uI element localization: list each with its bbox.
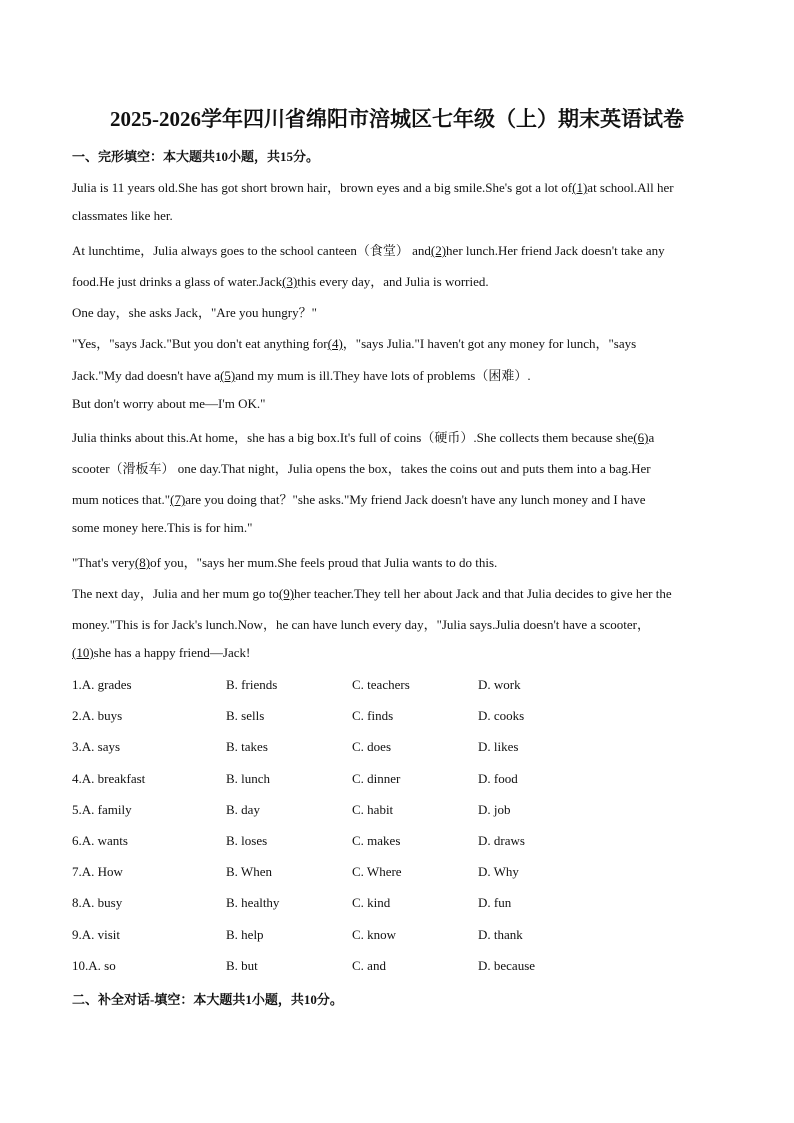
option-b: B. loses — [226, 833, 268, 848]
option-a: 9.A. visit — [72, 926, 121, 942]
passage-line — [72, 489, 646, 508]
option-b: B. but — [226, 957, 258, 973]
passage-text: mum notices that." — [72, 492, 171, 507]
passage-text: classmates like her. — [72, 208, 173, 223]
option-d: D. likes — [478, 739, 519, 755]
option-b: B. sells — [226, 708, 265, 724]
passage-text: some money here.This is for him." — [72, 520, 253, 535]
passage-line — [72, 645, 250, 661]
passage-text: a — [648, 430, 655, 445]
cloze-blank: (5) — [220, 368, 236, 383]
option-c: C. and — [352, 957, 386, 973]
option-d: D. work — [478, 677, 521, 692]
cloze-blank: (6) — [633, 430, 649, 445]
cloze-blank: (9) — [278, 586, 295, 601]
passage-text: and my mum is ill.They have lots of problems（困难）. — [235, 368, 531, 383]
passage-line — [72, 583, 672, 602]
cloze-blank: (4) — [327, 336, 343, 351]
passage-text: she has a happy friend—Jack! — [93, 645, 251, 660]
passage-line — [72, 240, 665, 259]
passage-text: her lunch.Her friend Jack doesn't take any — [446, 243, 665, 258]
passage-text: Julia is 11 years old.She has got short brown hair，brown eyes and a big smile.She's got a lot of — [72, 180, 573, 195]
passage-line — [72, 208, 173, 224]
option-c: C. habit — [352, 801, 394, 817]
passage-text: But don't worry about me—I'm OK." — [72, 396, 266, 411]
option-c: C. does — [352, 739, 391, 755]
option-c: C. kind — [352, 895, 391, 911]
option-b: B. takes — [226, 739, 268, 755]
option-d: D. thank — [478, 926, 523, 942]
passage-text: "Yes，"says Jack."But you don't eat anything for — [72, 336, 328, 351]
option-d: D. Why — [478, 864, 519, 880]
passage-line — [72, 427, 654, 446]
option-d: D. draws — [478, 833, 525, 848]
option-a: 10.A. so — [72, 957, 116, 973]
passage-line — [72, 302, 317, 321]
passage-text: "That's very — [72, 555, 135, 570]
section-cloze-heading: 一、完形填空：本大题共10小题，共15分。 — [72, 149, 320, 164]
passage-text: her teacher.They tell her about Jack and that Julia decides to give her the — [294, 586, 672, 601]
section-dialogue-heading: 二、补全对话-填空：本大题共1小题，共10分。 — [72, 992, 343, 1007]
passage-text: ，"says Julia."I haven't got any money for lunch，"says — [342, 336, 637, 351]
option-c: C. makes — [352, 833, 401, 848]
option-c: C. finds — [352, 708, 394, 724]
passage-text: At lunchtime，Julia always goes to the school canteen（食堂） and — [72, 243, 431, 258]
option-c: C. Where — [352, 864, 402, 880]
option-b: B. day — [226, 801, 260, 817]
option-b: B. healthy — [226, 895, 280, 911]
passage-text: food.He just drinks a glass of water.Jack — [72, 274, 283, 289]
passage-text: at school.All her — [587, 180, 674, 195]
option-b: B. friends — [226, 677, 278, 692]
option-d: D. fun — [478, 895, 512, 911]
option-a: 8.A. busy — [72, 895, 123, 911]
cloze-blank: (10) — [72, 645, 94, 660]
option-d: D. cooks — [478, 708, 525, 724]
cloze-blank: (3) — [282, 274, 298, 289]
passage-text: are you doing that？"she asks."My friend Jack doesn't have any lunch money and I have — [185, 492, 646, 507]
cloze-blank: (2) — [430, 243, 447, 258]
option-b: B. When — [226, 864, 272, 880]
option-a: 1.A. grades — [72, 677, 132, 692]
passage-text: The next day，Julia and her mum go to — [72, 586, 279, 601]
option-c: C. dinner — [352, 770, 401, 786]
passage-text: One day，she asks Jack，"Are you hungry？" — [72, 305, 317, 320]
passage-line — [72, 552, 497, 571]
option-d: D. because — [478, 957, 536, 973]
option-a: 5.A. family — [72, 801, 132, 817]
passage-line — [72, 520, 252, 536]
option-c: C. teachers — [352, 677, 410, 692]
option-a: 7.A. How — [72, 864, 123, 880]
passage-text: scooter（滑板车） one day.That night，Julia opens the box，takes the coins out and puts them into a bag.Her — [72, 461, 651, 476]
option-d: D. job — [478, 801, 511, 817]
option-a: 2.A. buys — [72, 708, 123, 724]
cloze-blank: (1) — [572, 180, 588, 195]
passage-text: Jack."My dad doesn't have a — [72, 368, 221, 383]
passage-line — [72, 177, 674, 196]
exam-title: 2025-2026学年四川省绵阳市涪城区七年级（上）期末英语试卷 — [110, 107, 684, 131]
passage-text: money."This is for Jack's lunch.Now，he can have lunch every day，"Julia says.Julia doesn't have a scooter， — [72, 617, 650, 632]
passage-text: Julia thinks about this.At home，she has a big box.It's full of coins（硬币）.She collects them because she — [72, 430, 634, 445]
option-a: 4.A. breakfast — [72, 770, 146, 786]
option-c: C. know — [352, 926, 397, 942]
passage-line — [72, 333, 636, 352]
option-a: 3.A. says — [72, 739, 121, 755]
option-a: 6.A. wants — [72, 833, 128, 848]
passage-line — [72, 396, 265, 412]
passage-text: of you，"says her mum.She feels proud that Julia wants to do this. — [150, 555, 498, 570]
passage-line — [72, 271, 489, 290]
passage-line — [72, 614, 650, 633]
option-b: B. lunch — [226, 770, 271, 786]
passage-text: this every day，and Julia is worried. — [297, 274, 489, 289]
cloze-blank: (8) — [134, 555, 151, 570]
passage-line — [72, 458, 651, 477]
option-b: B. help — [226, 926, 264, 942]
option-d: D. food — [478, 770, 518, 786]
passage-line — [72, 365, 531, 384]
cloze-blank: (7) — [170, 492, 186, 507]
